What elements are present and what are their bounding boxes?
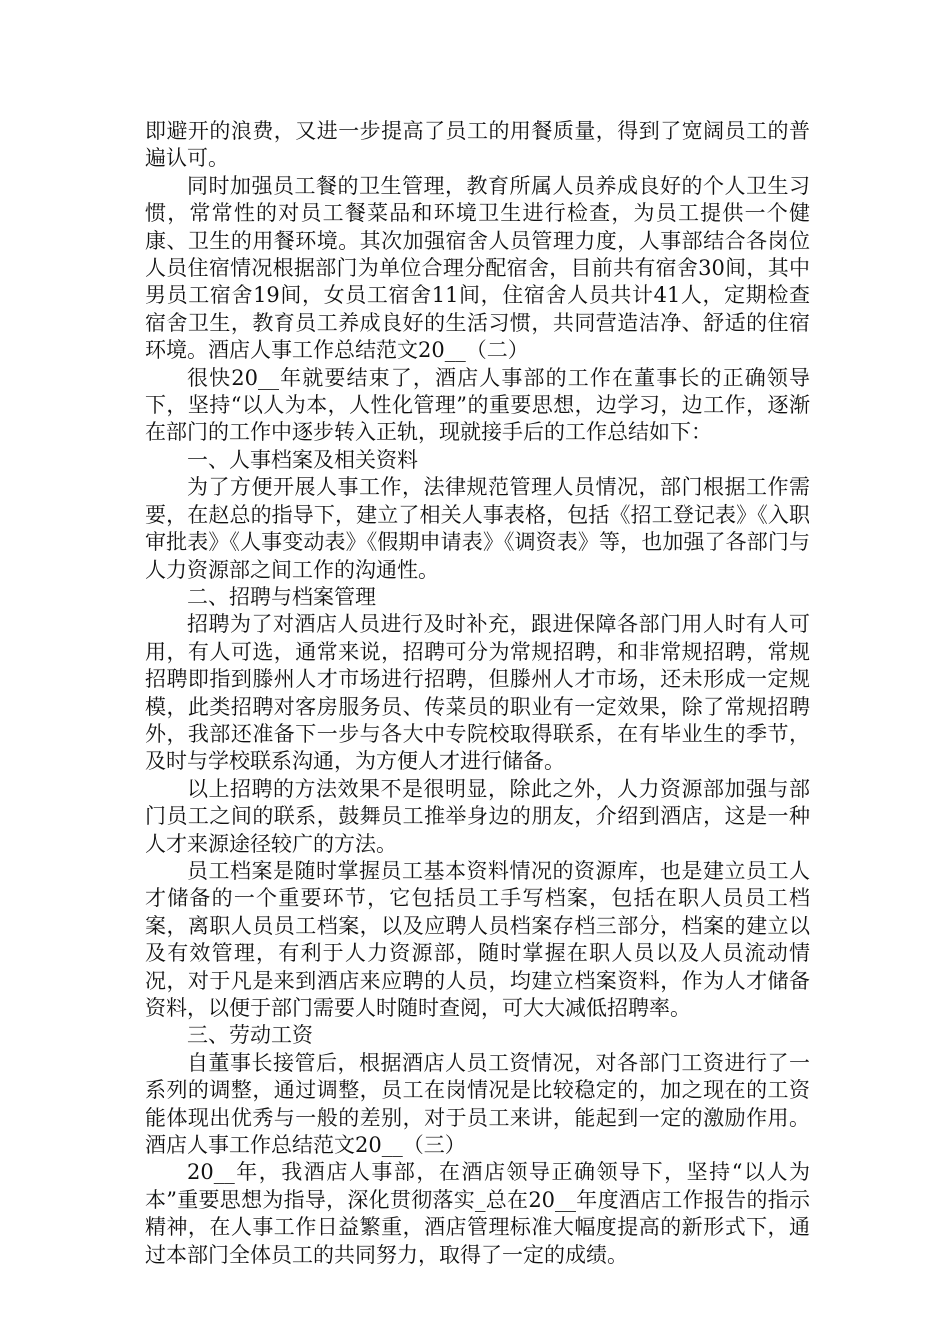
paragraph-intro-two: 很快20__年就要结束了，酒店人事部的工作在董事长的正确领导下，坚持“以人为本，人性化管理”的重要思想，边学习，边工作，逐渐在部门的工作中逐步转入正轨，现就接手后的工作总结如下： <box>145 365 810 445</box>
paragraph-continuation: 即避开的浪费，又进一步提高了员工的用餐质量，得到了宽阔员工的普遍认可。 <box>145 119 810 171</box>
paragraph-intro-three: 20__年，我酒店人事部，在酒店领导正确领导下，坚持“以人为本”重要思想为指导，深化贯彻落实_总在20__年度酒店工作报告的指示精神，在人事工作日益繁重，酒店管理标准大幅度提高的新形式下，通过本部门全体员工的共同努力，取得了一定的成绩。 <box>145 1160 810 1267</box>
section-heading-wages: 三、劳动工资 <box>187 1023 313 1048</box>
document-body <box>145 118 810 1269</box>
paragraph-wages: 自董事长接管后，根据酒店人员工资情况，对各部门工资进行了一系列的调整，通过调整，员工在岗情况是比较稳定的，加之现在的工资能体现出优秀与一般的差别，对于员工来讲，能起到一定的激励作用。酒店人事工作总结范文20__（三） <box>145 1050 810 1158</box>
paragraph-canteen-dormitory: 同时加强员工餐的卫生管理，教育所属人员养成良好的个人卫生习惯，常常性的对员工餐菜品和环境卫生进行检查，为员工提供一个健康、卫生的用餐环境。其次加强宿舍人员管理力度，人事部结合各岗位人员住宿情况根据部门为单位合理分配宿舍，目前共有宿舍30间，其中男员工宿舍19间，女员工宿舍11间，住宿舍人员共计41人，定期检查宿舍卫生，教育员工养成良好的生活习惯，共同营造洁净、舒适的住宿环境。酒店人事工作总结范文20__（二） <box>145 173 810 363</box>
section-heading-personnel-files: 一、人事档案及相关资料 <box>187 447 418 472</box>
paragraph-referrals: 以上招聘的方法效果不是很明显，除此之外，人力资源部加强与部门员工之间的联系，鼓舞员工推举身边的朋友，介绍到酒店，这是一种人才来源途径较广的方法。 <box>145 776 810 856</box>
paragraph-recruitment: 招聘为了对酒店人员进行及时补充，跟进保障各部门用人时有人可用，有人可选，通常来说，招聘可分为常规招聘，和非常规招聘，常规招聘即指到滕州人才市场进行招聘，但滕州人才市场，还未形成一定规模，此类招聘对客房服务员、传菜员的职业有一定效果，除了常规招聘外，我部还准备下一步与各大中专院校取得联系，在有毕业生的季节，及时与学校联系沟通，为方便人才进行储备。 <box>145 612 810 774</box>
section-heading-recruitment: 二、招聘与档案管理 <box>187 584 376 609</box>
paragraph-personnel-forms: 为了方便开展人事工作，法律规范管理人员情况，部门根据工作需要，在赵总的指导下，建立了相关人事表格，包括《招工登记表》《入职审批表》《人事变动表》《假期申请表》《调资表》等，也加强了各部门与人力资源部之间工作的沟通性。 <box>145 475 810 582</box>
paragraph-employee-archives: 员工档案是随时掌握员工基本资料情况的资源库，也是建立员工人才储备的一个重要环节，它包括员工手写档案，包括在职人员员工档案，离职人员员工档案，以及应聘人员档案存档三部分，档案的建立以及有效管理，有利于人力资源部，随时掌握在职人员以及人员流动情况，对于凡是来到酒店来应聘的人员，均建立档案资料，作为人才储备资料，以便于部门需要人时随时查阅，可大大减低招聘率。 <box>145 858 810 1020</box>
